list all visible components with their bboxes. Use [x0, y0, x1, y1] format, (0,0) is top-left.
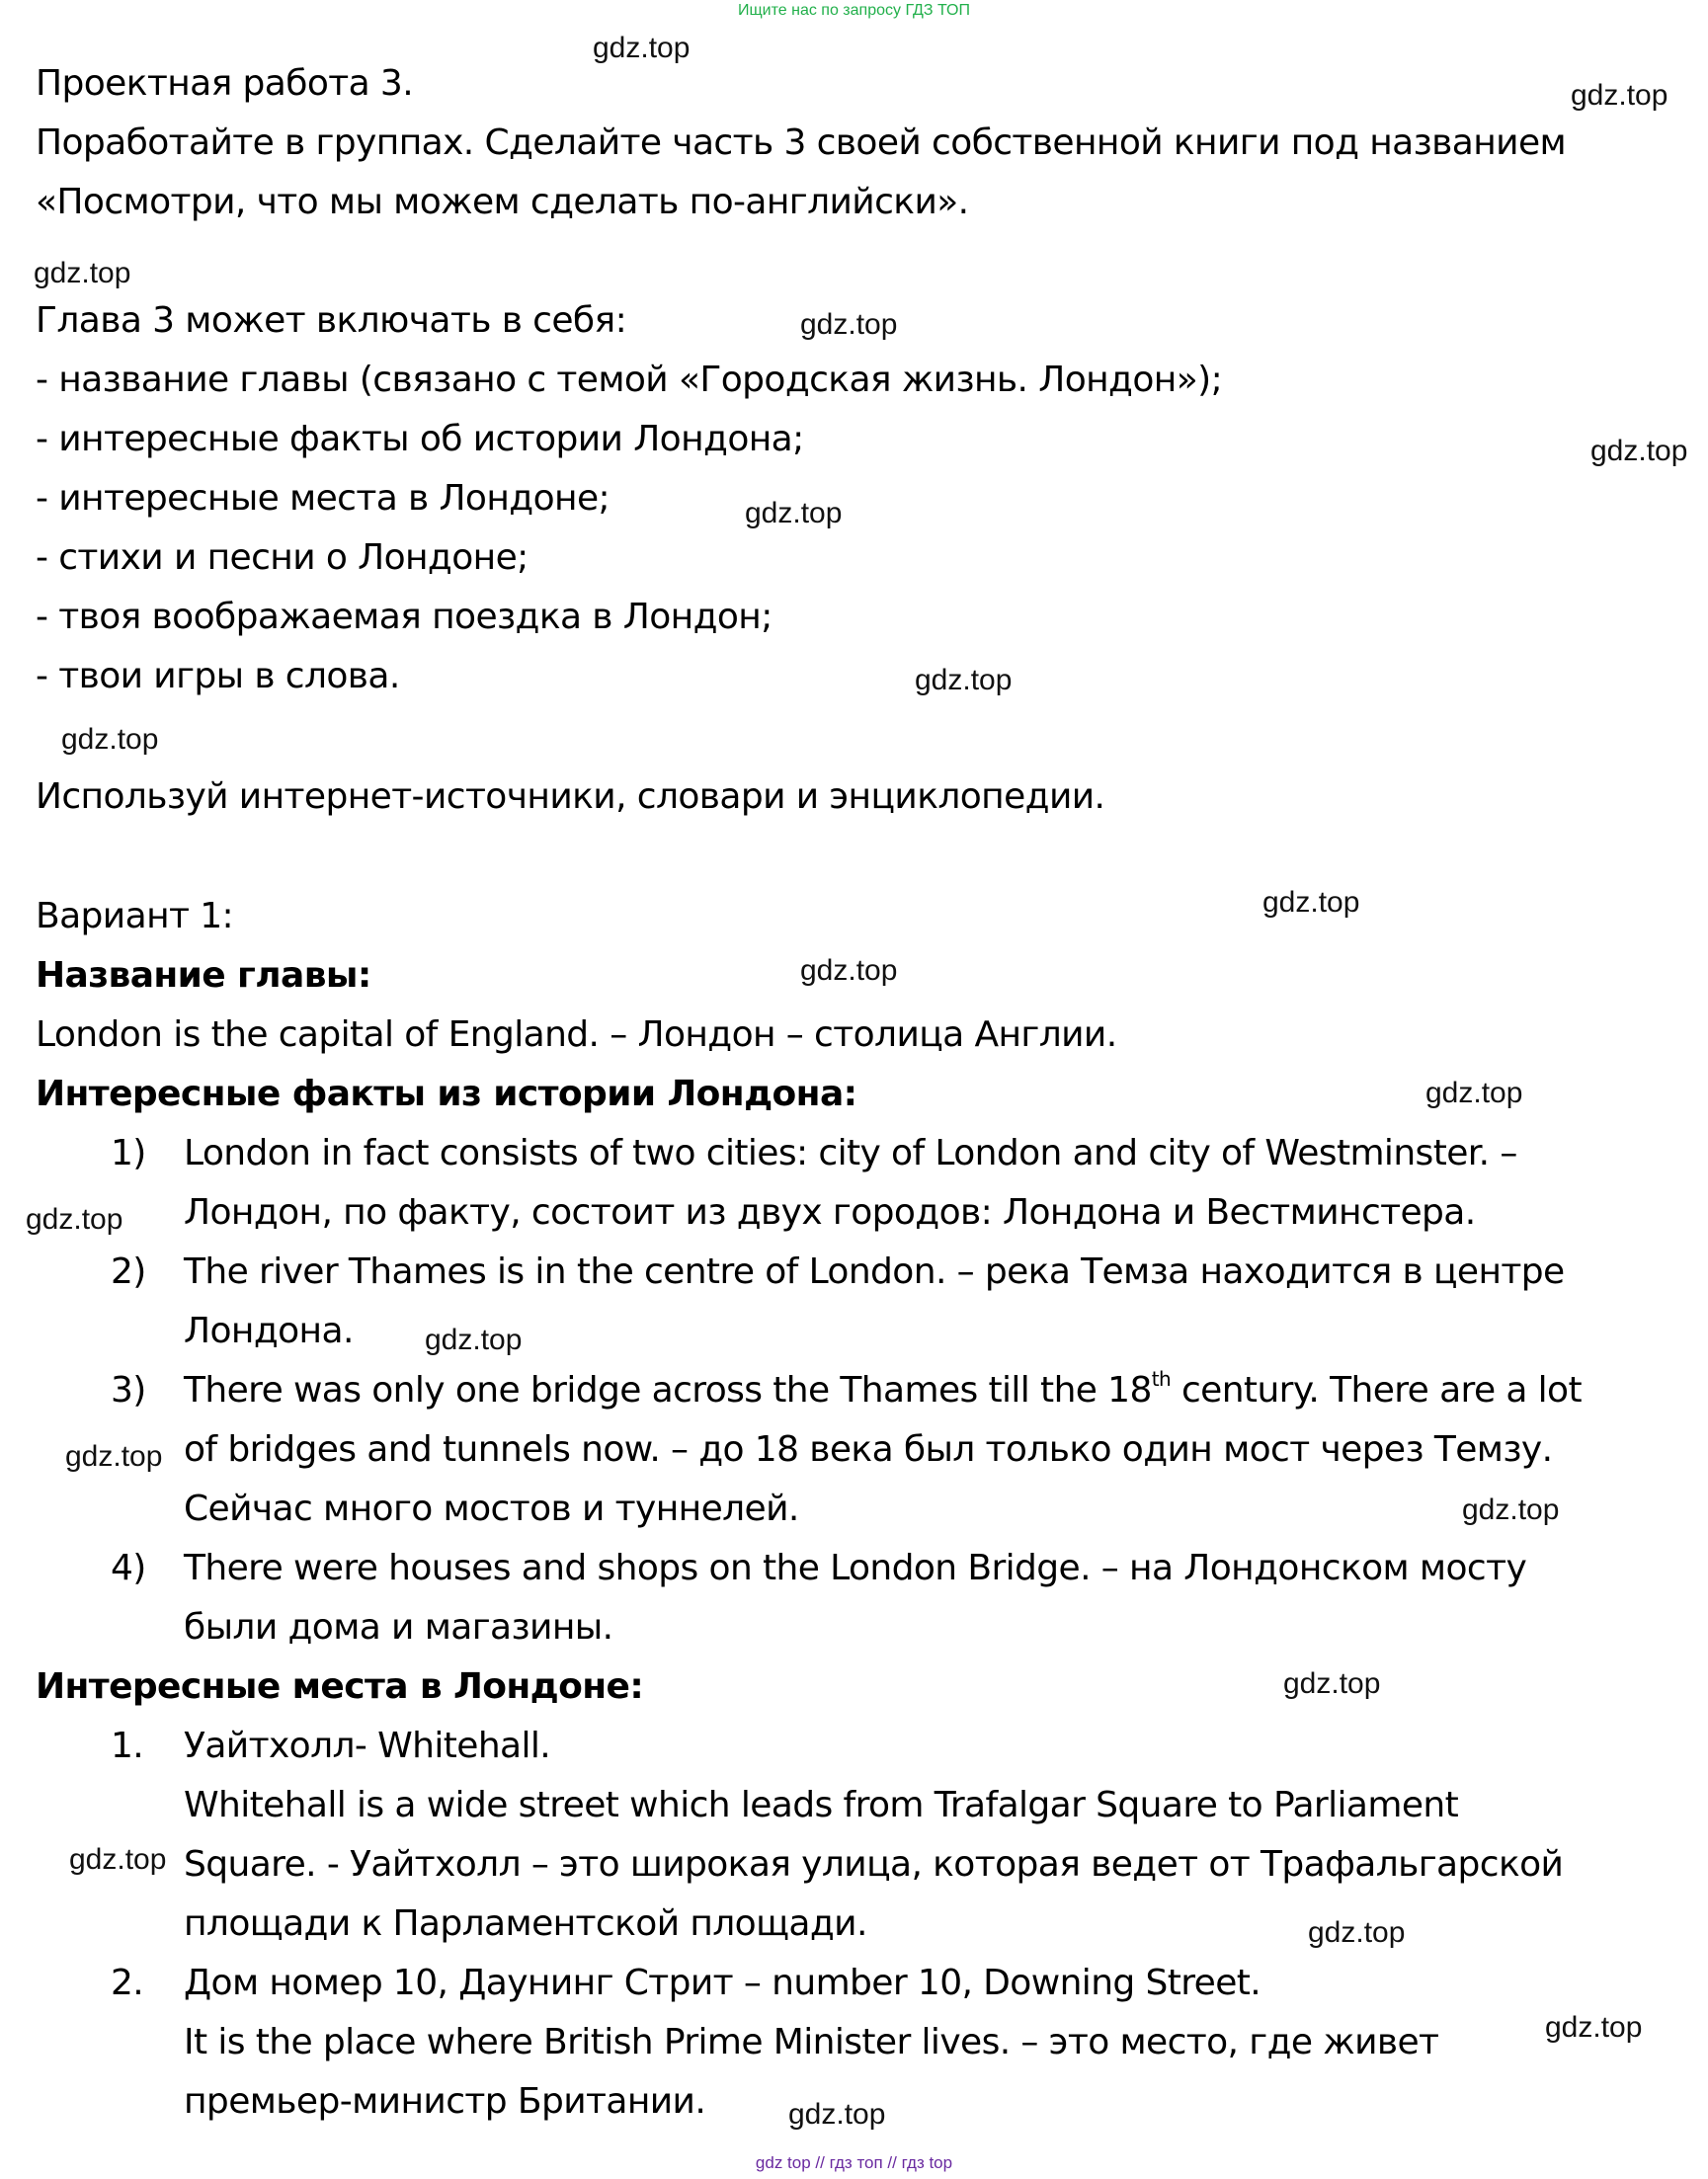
fact-line: Лондон, по факту, состоит из двух городов: Лондона и Вестминстера.: [184, 1192, 1476, 1233]
watermark: gdz.top: [1545, 2011, 1643, 2044]
task-item: - интересные факты об истории Лондона;: [36, 419, 804, 459]
fact-line: London in fact consists of two cities: city of London and city of Westminster. –: [184, 1133, 1517, 1173]
fact-line: of bridges and tunnels now. – до 18 века был только один мост через Темзу.: [184, 1429, 1553, 1470]
place-number: 1.: [111, 1726, 144, 1766]
place-line: Square. - Уайтхолл – это широкая улица, которая ведет от Трафальгарской: [184, 1844, 1564, 1885]
watermark: gdz.top: [61, 723, 159, 756]
watermark: gdz.top: [1425, 1077, 1523, 1109]
ordinal-suffix: th: [1151, 1367, 1172, 1391]
task-line-1: Поработайте в группах. Сделайте часть 3 своей собственной книги под названием: [36, 122, 1567, 163]
fact-line-part: There was only one bridge across the Thames till the 18: [184, 1370, 1152, 1411]
place-line: It is the place where British Prime Minister lives. – это место, где живет: [184, 2022, 1439, 2062]
place-line: Уайтхолл- Whitehall.: [184, 1726, 551, 1766]
fact-line: Сейчас много мостов и туннелей.: [184, 1489, 799, 1529]
watermark: gdz.top: [69, 1843, 167, 1876]
top-banner: Ищите нас по запросу ГДЗ ТОП: [738, 2, 970, 19]
footer-watermark: gdz top // гдз топ // гдз top: [755, 2153, 953, 2172]
sources-note: Используй интернет-источники, словари и энциклопедии.: [36, 776, 1105, 817]
fact-line: Лондона.: [184, 1311, 354, 1351]
watermark: gdz.top: [1262, 886, 1360, 919]
watermark: gdz.top: [65, 1440, 163, 1473]
fact-line: были дома и магазины.: [184, 1607, 613, 1648]
task-item: - твои игры в слова.: [36, 656, 400, 696]
chapter-heading: Название главы:: [36, 955, 371, 996]
task-title: Проектная работа 3.: [36, 63, 414, 104]
watermark: gdz.top: [1571, 79, 1668, 112]
variant-label: Вариант 1:: [36, 896, 234, 936]
watermark: gdz.top: [788, 2098, 886, 2131]
chapter-intro: Глава 3 может включать в себя:: [36, 300, 627, 341]
watermark: gdz.top: [1308, 1916, 1406, 1949]
facts-heading: Интересные факты из истории Лондона:: [36, 1074, 857, 1114]
place-line: Whitehall is a wide street which leads from Trafalgar Square to Parliament: [184, 1785, 1459, 1825]
place-line: площади к Парламентской площади.: [184, 1903, 867, 1944]
watermark: gdz.top: [593, 32, 691, 64]
fact-line: The river Thames is in the centre of London. – река Темза находится в центре: [184, 1251, 1565, 1292]
watermark: gdz.top: [800, 308, 898, 341]
watermark: gdz.top: [800, 954, 898, 987]
place-number: 2.: [111, 1963, 144, 2003]
fact-line: [184, 1361, 1582, 1420]
fact-number: 2): [111, 1251, 146, 1292]
fact-line-part: century. There are a lot: [1171, 1370, 1582, 1411]
watermark: gdz.top: [425, 1324, 523, 1356]
chapter-title: London is the capital of England. – Лондон – столица Англии.: [36, 1014, 1117, 1055]
task-item: - название главы (связано с темой «Городская жизнь. Лондон»);: [36, 360, 1223, 400]
watermark: gdz.top: [26, 1203, 123, 1236]
place-line: Дом номер 10, Даунинг Стрит – number 10, Downing Street.: [184, 1963, 1261, 2003]
fact-line: There were houses and shops on the London Bridge. – на Лондонском мосту: [184, 1548, 1527, 1588]
task-item: - интересные места в Лондоне;: [36, 478, 610, 519]
watermark: gdz.top: [1590, 435, 1688, 467]
watermark: gdz.top: [1283, 1667, 1381, 1700]
places-heading: Интересные места в Лондоне:: [36, 1666, 644, 1707]
watermark: gdz.top: [915, 664, 1013, 696]
task-item: - твоя воображаемая поездка в Лондон;: [36, 597, 773, 637]
task-item: - стихи и песни о Лондоне;: [36, 537, 529, 578]
fact-number: 3): [111, 1370, 146, 1411]
watermark: gdz.top: [34, 257, 131, 289]
watermark: gdz.top: [1462, 1493, 1560, 1526]
fact-number: 4): [111, 1548, 146, 1588]
watermark: gdz.top: [745, 497, 843, 529]
fact-number: 1): [111, 1133, 146, 1173]
task-line-2: «Посмотри, что мы можем сделать по-английски».: [36, 182, 969, 222]
place-line: премьер-министр Британии.: [184, 2081, 706, 2122]
